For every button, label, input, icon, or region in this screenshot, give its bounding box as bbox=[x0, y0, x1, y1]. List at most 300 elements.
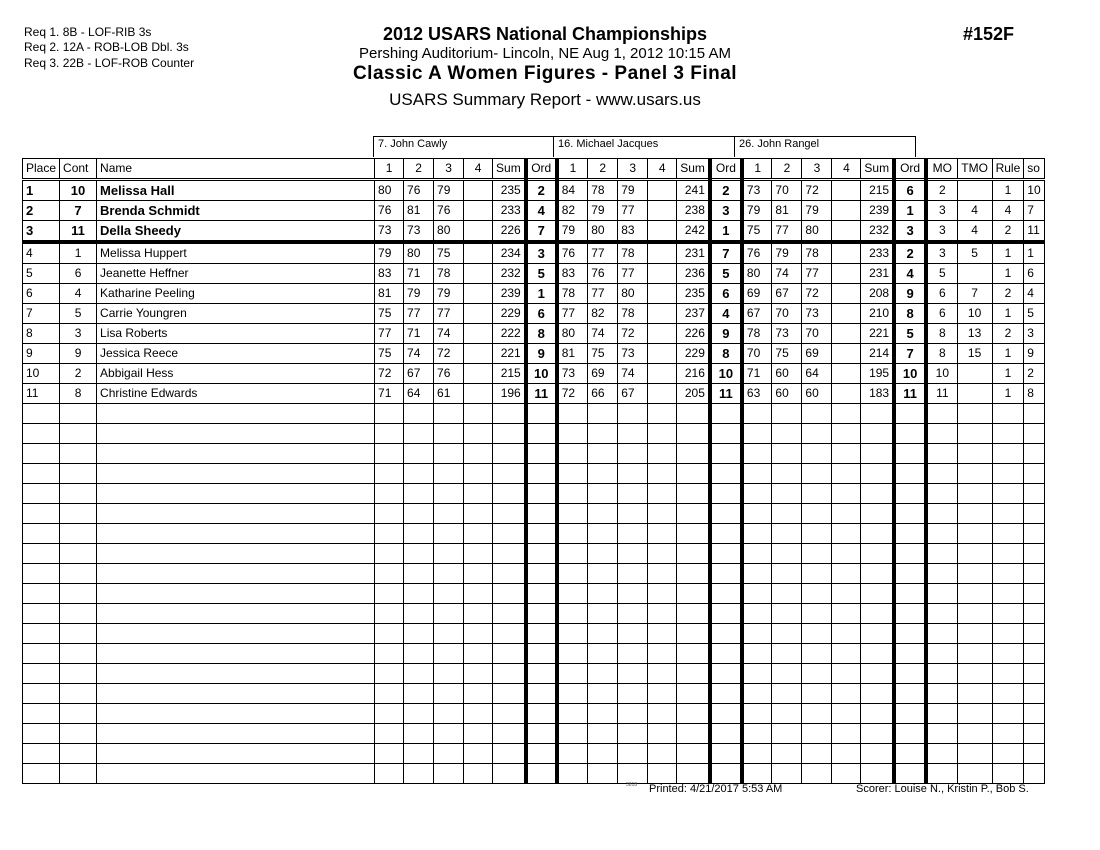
judge-score bbox=[588, 584, 618, 604]
report-code: 3818 bbox=[626, 782, 638, 788]
judge3-score-4 bbox=[832, 284, 861, 304]
judge-score bbox=[588, 404, 618, 424]
judge2-score-1: 84 bbox=[557, 180, 588, 201]
judge1-score-3: 79 bbox=[434, 284, 464, 304]
judge1-score-4 bbox=[464, 264, 493, 284]
skater-name: Lisa Roberts bbox=[97, 324, 375, 344]
empty-row bbox=[23, 704, 1045, 724]
judge1-score-1: 79 bbox=[375, 242, 404, 264]
judge-score bbox=[434, 664, 464, 684]
judge-score bbox=[434, 424, 464, 444]
judge3-score-4 bbox=[832, 242, 861, 264]
judge-score bbox=[375, 664, 404, 684]
judge2-score-4 bbox=[648, 284, 677, 304]
judge-score bbox=[404, 444, 434, 464]
judge-score bbox=[588, 504, 618, 524]
judge-sum bbox=[677, 764, 710, 784]
judge-score bbox=[434, 644, 464, 664]
col-header-judge1-sum: Sum bbox=[493, 159, 526, 180]
tiebreak-cell bbox=[992, 464, 1024, 484]
judge3-score-1: 80 bbox=[742, 264, 772, 284]
judge-score bbox=[618, 724, 648, 744]
judge3-sum: 214 bbox=[861, 344, 894, 364]
tmo-cell bbox=[957, 264, 992, 284]
judge-score bbox=[802, 764, 832, 784]
judge1-ordinal: 5 bbox=[526, 264, 557, 284]
judge-score bbox=[742, 464, 772, 484]
judge3-score-2: 70 bbox=[772, 180, 802, 201]
judge-ordinal bbox=[894, 724, 926, 744]
judge1-score-4 bbox=[464, 284, 493, 304]
mo-cell: 8 bbox=[926, 344, 957, 364]
tiebreak-cell bbox=[957, 624, 992, 644]
judge-sum bbox=[493, 504, 526, 524]
table-row bbox=[23, 221, 1045, 243]
judge-score bbox=[434, 444, 464, 464]
table-row bbox=[23, 201, 1045, 221]
judge-score bbox=[618, 704, 648, 724]
mo-cell: 2 bbox=[926, 180, 957, 201]
judge-score bbox=[772, 544, 802, 564]
judge-score bbox=[404, 704, 434, 724]
judge3-score-4 bbox=[832, 201, 861, 221]
judge-ordinal bbox=[710, 684, 742, 704]
judge2-score-4 bbox=[648, 324, 677, 344]
judge3-ordinal: 8 bbox=[894, 304, 926, 324]
cont-cell bbox=[60, 444, 97, 464]
judge-sum bbox=[677, 444, 710, 464]
judge-score bbox=[588, 724, 618, 744]
judge-score bbox=[464, 504, 493, 524]
tiebreak-cell bbox=[957, 584, 992, 604]
judge-score bbox=[588, 424, 618, 444]
judge-score bbox=[772, 664, 802, 684]
cont-cell: 3 bbox=[60, 324, 97, 344]
rule-cell: 1 bbox=[992, 384, 1024, 404]
judge2-sum: 235 bbox=[677, 284, 710, 304]
judge-score bbox=[618, 664, 648, 684]
judge-score bbox=[648, 404, 677, 424]
judge2-score-1: 82 bbox=[557, 201, 588, 221]
judge-ordinal bbox=[526, 584, 557, 604]
place-cell: 7 bbox=[23, 304, 60, 324]
judge-sum bbox=[861, 604, 894, 624]
judge-ordinal bbox=[526, 644, 557, 664]
tiebreak-cell bbox=[992, 584, 1024, 604]
place-cell bbox=[23, 684, 60, 704]
judge-ordinal bbox=[894, 504, 926, 524]
tiebreak-cell bbox=[992, 744, 1024, 764]
empty-row bbox=[23, 744, 1045, 764]
judge2-score-2: 77 bbox=[588, 284, 618, 304]
tiebreak-cell bbox=[957, 644, 992, 664]
judge3-score-3: 80 bbox=[802, 221, 832, 243]
judge-ordinal bbox=[710, 624, 742, 644]
rule-cell: 1 bbox=[992, 180, 1024, 201]
tiebreak-cell bbox=[1024, 764, 1045, 784]
judge-score bbox=[375, 404, 404, 424]
judge3-score-3: 77 bbox=[802, 264, 832, 284]
judge-sum bbox=[677, 424, 710, 444]
judge-ordinal bbox=[894, 424, 926, 444]
skater-name bbox=[97, 664, 375, 684]
tiebreak-cell bbox=[1024, 444, 1045, 464]
judge3-score-3: 78 bbox=[802, 242, 832, 264]
tiebreak-cell bbox=[1024, 664, 1045, 684]
judge-score bbox=[648, 524, 677, 544]
judge-score bbox=[742, 584, 772, 604]
judge-sum bbox=[493, 704, 526, 724]
col-header-judge1-j2: 2 bbox=[404, 159, 434, 180]
judge1-score-1: 73 bbox=[375, 221, 404, 243]
judge-score bbox=[464, 404, 493, 424]
rule-cell: 1 bbox=[992, 264, 1024, 284]
skater-name: Della Sheedy bbox=[97, 221, 375, 243]
judge2-score-2: 82 bbox=[588, 304, 618, 324]
judge3-ordinal: 11 bbox=[894, 384, 926, 404]
place-cell bbox=[23, 564, 60, 584]
judge-score bbox=[618, 424, 648, 444]
judge-sum bbox=[861, 464, 894, 484]
judge2-score-2: 80 bbox=[588, 221, 618, 243]
judge2-score-3: 77 bbox=[618, 201, 648, 221]
judge-score bbox=[832, 764, 861, 784]
judge-score bbox=[588, 664, 618, 684]
rule-cell: 4 bbox=[992, 201, 1024, 221]
judge-score bbox=[404, 424, 434, 444]
judge-sum bbox=[493, 644, 526, 664]
col-header-judge3-j3: 3 bbox=[802, 159, 832, 180]
judge-score bbox=[464, 524, 493, 544]
judge-score bbox=[557, 604, 588, 624]
judge2-score-2: 76 bbox=[588, 264, 618, 284]
judge-score bbox=[742, 704, 772, 724]
judge-ordinal bbox=[710, 444, 742, 464]
judge-ordinal bbox=[710, 404, 742, 424]
judge1-sum: 233 bbox=[493, 201, 526, 221]
judge1-score-1: 72 bbox=[375, 364, 404, 384]
skater-name bbox=[97, 684, 375, 704]
judge-score bbox=[648, 504, 677, 524]
tiebreak-cell bbox=[957, 444, 992, 464]
judge-score bbox=[772, 704, 802, 724]
judge2-score-2: 78 bbox=[588, 180, 618, 201]
judge1-score-4 bbox=[464, 304, 493, 324]
judge3-score-4 bbox=[832, 304, 861, 324]
judge-sum bbox=[677, 724, 710, 744]
judge-ordinal bbox=[894, 524, 926, 544]
cont-cell: 11 bbox=[60, 221, 97, 243]
judge-2-header: 16. Michael Jacques bbox=[553, 136, 735, 157]
empty-row bbox=[23, 484, 1045, 504]
judge-sum bbox=[861, 524, 894, 544]
judge-score bbox=[742, 664, 772, 684]
judge-sum bbox=[861, 584, 894, 604]
judge-sum bbox=[677, 624, 710, 644]
place-cell bbox=[23, 624, 60, 644]
judge2-score-1: 79 bbox=[557, 221, 588, 243]
tiebreak-cell bbox=[992, 664, 1024, 684]
tmo-cell: 4 bbox=[957, 221, 992, 243]
judge1-sum: 215 bbox=[493, 364, 526, 384]
place-cell bbox=[23, 704, 60, 724]
judge-score bbox=[802, 444, 832, 464]
judge-score bbox=[802, 404, 832, 424]
rule-cell: 1 bbox=[992, 242, 1024, 264]
judge-sum bbox=[677, 544, 710, 564]
judge2-score-3: 67 bbox=[618, 384, 648, 404]
event-number: #152F bbox=[963, 24, 1015, 44]
judge2-score-1: 80 bbox=[557, 324, 588, 344]
judge-score bbox=[742, 404, 772, 424]
judge-score bbox=[557, 704, 588, 724]
place-cell bbox=[23, 444, 60, 464]
tmo-cell: 15 bbox=[957, 344, 992, 364]
place-cell bbox=[23, 604, 60, 624]
judge-score bbox=[404, 404, 434, 424]
cont-cell bbox=[60, 484, 97, 504]
tiebreak-cell bbox=[926, 424, 957, 444]
skater-name bbox=[97, 524, 375, 544]
tiebreak-cell bbox=[926, 604, 957, 624]
judge-score bbox=[375, 684, 404, 704]
judge2-score-1: 78 bbox=[557, 284, 588, 304]
judge2-ordinal: 7 bbox=[710, 242, 742, 264]
judge3-sum: 221 bbox=[861, 324, 894, 344]
col-header-judge1-j3: 3 bbox=[434, 159, 464, 180]
requirement-2: Req 2. 12A - ROB-LOB Dbl. 3s bbox=[24, 40, 189, 54]
judge3-ordinal: 3 bbox=[894, 221, 926, 243]
judge1-score-3: 78 bbox=[434, 264, 464, 284]
judge2-score-4 bbox=[648, 304, 677, 324]
judge1-sum: 222 bbox=[493, 324, 526, 344]
judge-score bbox=[434, 504, 464, 524]
judge-sum bbox=[493, 544, 526, 564]
judge3-sum: 239 bbox=[861, 201, 894, 221]
so-cell: 5 bbox=[1024, 304, 1045, 324]
judge-ordinal bbox=[894, 464, 926, 484]
empty-row bbox=[23, 564, 1045, 584]
tiebreak-cell bbox=[926, 404, 957, 424]
judge-score bbox=[772, 624, 802, 644]
judge2-score-2: 79 bbox=[588, 201, 618, 221]
table-row bbox=[23, 324, 1045, 344]
judge-score bbox=[648, 564, 677, 584]
judge1-ordinal: 11 bbox=[526, 384, 557, 404]
judge-score bbox=[802, 684, 832, 704]
judge3-score-3: 72 bbox=[802, 284, 832, 304]
cont-cell: 10 bbox=[60, 180, 97, 201]
judge-score bbox=[404, 524, 434, 544]
judge3-sum: 208 bbox=[861, 284, 894, 304]
judge3-score-3: 70 bbox=[802, 324, 832, 344]
judge-score bbox=[464, 564, 493, 584]
skater-name bbox=[97, 744, 375, 764]
judge1-score-1: 71 bbox=[375, 384, 404, 404]
judge-score bbox=[434, 764, 464, 784]
judge1-score-1: 83 bbox=[375, 264, 404, 284]
judge-score bbox=[588, 764, 618, 784]
judge-sum bbox=[861, 624, 894, 644]
cont-cell: 6 bbox=[60, 264, 97, 284]
judge3-sum: 231 bbox=[861, 264, 894, 284]
place-cell bbox=[23, 424, 60, 444]
judge3-score-2: 73 bbox=[772, 324, 802, 344]
judge-score bbox=[832, 424, 861, 444]
judge2-ordinal: 6 bbox=[710, 284, 742, 304]
tiebreak-cell bbox=[1024, 484, 1045, 504]
tiebreak-cell bbox=[992, 564, 1024, 584]
judge2-score-4 bbox=[648, 384, 677, 404]
judge-score bbox=[832, 644, 861, 664]
tiebreak-cell bbox=[1024, 704, 1045, 724]
tmo-cell: 10 bbox=[957, 304, 992, 324]
judge-sum bbox=[677, 504, 710, 524]
tiebreak-cell bbox=[926, 724, 957, 744]
skater-name: Brenda Schmidt bbox=[97, 201, 375, 221]
judge-score bbox=[742, 524, 772, 544]
judge-sum bbox=[861, 484, 894, 504]
judge-score bbox=[588, 744, 618, 764]
judge3-sum: 195 bbox=[861, 364, 894, 384]
col-header-judge2-j2: 2 bbox=[588, 159, 618, 180]
venue-line: Pershing Auditorium- Lincoln, NE Aug 1, 2012 10:15 AM bbox=[359, 45, 731, 62]
cont-cell bbox=[60, 584, 97, 604]
judge-sum bbox=[493, 464, 526, 484]
skater-name bbox=[97, 644, 375, 664]
judge1-ordinal: 6 bbox=[526, 304, 557, 324]
judge2-sum: 226 bbox=[677, 324, 710, 344]
place-cell bbox=[23, 584, 60, 604]
judge-score bbox=[772, 724, 802, 744]
judge-score bbox=[802, 724, 832, 744]
judge-ordinal bbox=[526, 444, 557, 464]
judge-score bbox=[588, 444, 618, 464]
so-cell: 11 bbox=[1024, 221, 1045, 243]
judge-score bbox=[648, 644, 677, 664]
tiebreak-cell bbox=[957, 464, 992, 484]
requirement-3: Req 3. 22B - LOF-ROB Counter bbox=[24, 56, 195, 70]
judge-score bbox=[464, 664, 493, 684]
judge-sum bbox=[677, 564, 710, 584]
skater-name bbox=[97, 764, 375, 784]
judge-sum bbox=[677, 744, 710, 764]
judge-score bbox=[375, 564, 404, 584]
judge3-score-2: 60 bbox=[772, 364, 802, 384]
judge-score bbox=[802, 704, 832, 724]
skater-name bbox=[97, 424, 375, 444]
judge1-score-3: 74 bbox=[434, 324, 464, 344]
tiebreak-cell bbox=[926, 764, 957, 784]
judge3-score-1: 67 bbox=[742, 304, 772, 324]
judge-score bbox=[742, 544, 772, 564]
judge-score bbox=[832, 564, 861, 584]
judge2-score-3: 73 bbox=[618, 344, 648, 364]
judge-score bbox=[802, 504, 832, 524]
judge-3-header: 26. John Rangel bbox=[734, 136, 916, 157]
judge3-ordinal: 9 bbox=[894, 284, 926, 304]
judge-score bbox=[375, 724, 404, 744]
skater-name: Jeanette Heffner bbox=[97, 264, 375, 284]
judge2-score-4 bbox=[648, 242, 677, 264]
judge-score bbox=[648, 624, 677, 644]
judge1-ordinal: 2 bbox=[526, 180, 557, 201]
judge-score bbox=[557, 644, 588, 664]
empty-row bbox=[23, 544, 1045, 564]
judge-score bbox=[742, 424, 772, 444]
judge-sum bbox=[677, 464, 710, 484]
judge1-score-4 bbox=[464, 384, 493, 404]
skater-name bbox=[97, 704, 375, 724]
judge-score bbox=[772, 764, 802, 784]
judge-score bbox=[588, 624, 618, 644]
judge-score bbox=[742, 484, 772, 504]
judge-score bbox=[742, 624, 772, 644]
judge-score bbox=[648, 484, 677, 504]
cont-cell bbox=[60, 564, 97, 584]
mo-cell: 6 bbox=[926, 284, 957, 304]
judge-score bbox=[434, 724, 464, 744]
tiebreak-cell bbox=[926, 464, 957, 484]
tiebreak-cell bbox=[992, 484, 1024, 504]
judge-ordinal bbox=[894, 404, 926, 424]
judge3-sum: 215 bbox=[861, 180, 894, 201]
skater-name bbox=[97, 504, 375, 524]
judge1-sum: 239 bbox=[493, 284, 526, 304]
skater-name bbox=[97, 404, 375, 424]
judge-score bbox=[648, 664, 677, 684]
place-cell: 6 bbox=[23, 284, 60, 304]
judge1-score-4 bbox=[464, 180, 493, 201]
so-cell: 1 bbox=[1024, 242, 1045, 264]
judge-score bbox=[464, 444, 493, 464]
judge-ordinal bbox=[710, 484, 742, 504]
report-subtitle: USARS Summary Report - www.usars.us bbox=[389, 90, 701, 109]
judge-ordinal bbox=[894, 604, 926, 624]
judge1-sum: 226 bbox=[493, 221, 526, 243]
judge-sum bbox=[677, 584, 710, 604]
tmo-cell: 4 bbox=[957, 201, 992, 221]
judge-score bbox=[588, 684, 618, 704]
judge-ordinal bbox=[894, 684, 926, 704]
judge-score bbox=[802, 484, 832, 504]
judge-score bbox=[404, 604, 434, 624]
judge-sum bbox=[677, 604, 710, 624]
judge3-score-1: 73 bbox=[742, 180, 772, 201]
cont-cell bbox=[60, 724, 97, 744]
table-row bbox=[23, 284, 1045, 304]
judge-score bbox=[618, 624, 648, 644]
tiebreak-cell bbox=[957, 724, 992, 744]
judge-score bbox=[618, 744, 648, 764]
judge-score bbox=[375, 524, 404, 544]
judge-score bbox=[557, 684, 588, 704]
judge-ordinal bbox=[710, 564, 742, 584]
judge-score bbox=[557, 444, 588, 464]
table-header-row bbox=[23, 159, 1045, 180]
tiebreak-cell bbox=[926, 524, 957, 544]
judge-sum bbox=[861, 744, 894, 764]
judge-score bbox=[375, 464, 404, 484]
col-header-judge2-ord: Ord bbox=[710, 159, 742, 180]
judge-score bbox=[648, 584, 677, 604]
judge1-score-2: 80 bbox=[404, 242, 434, 264]
judge-sum bbox=[493, 604, 526, 624]
col-header-mo: MO bbox=[926, 159, 957, 180]
judge-score bbox=[742, 724, 772, 744]
col-header-judge1-ord: Ord bbox=[526, 159, 557, 180]
judge-score bbox=[557, 504, 588, 524]
